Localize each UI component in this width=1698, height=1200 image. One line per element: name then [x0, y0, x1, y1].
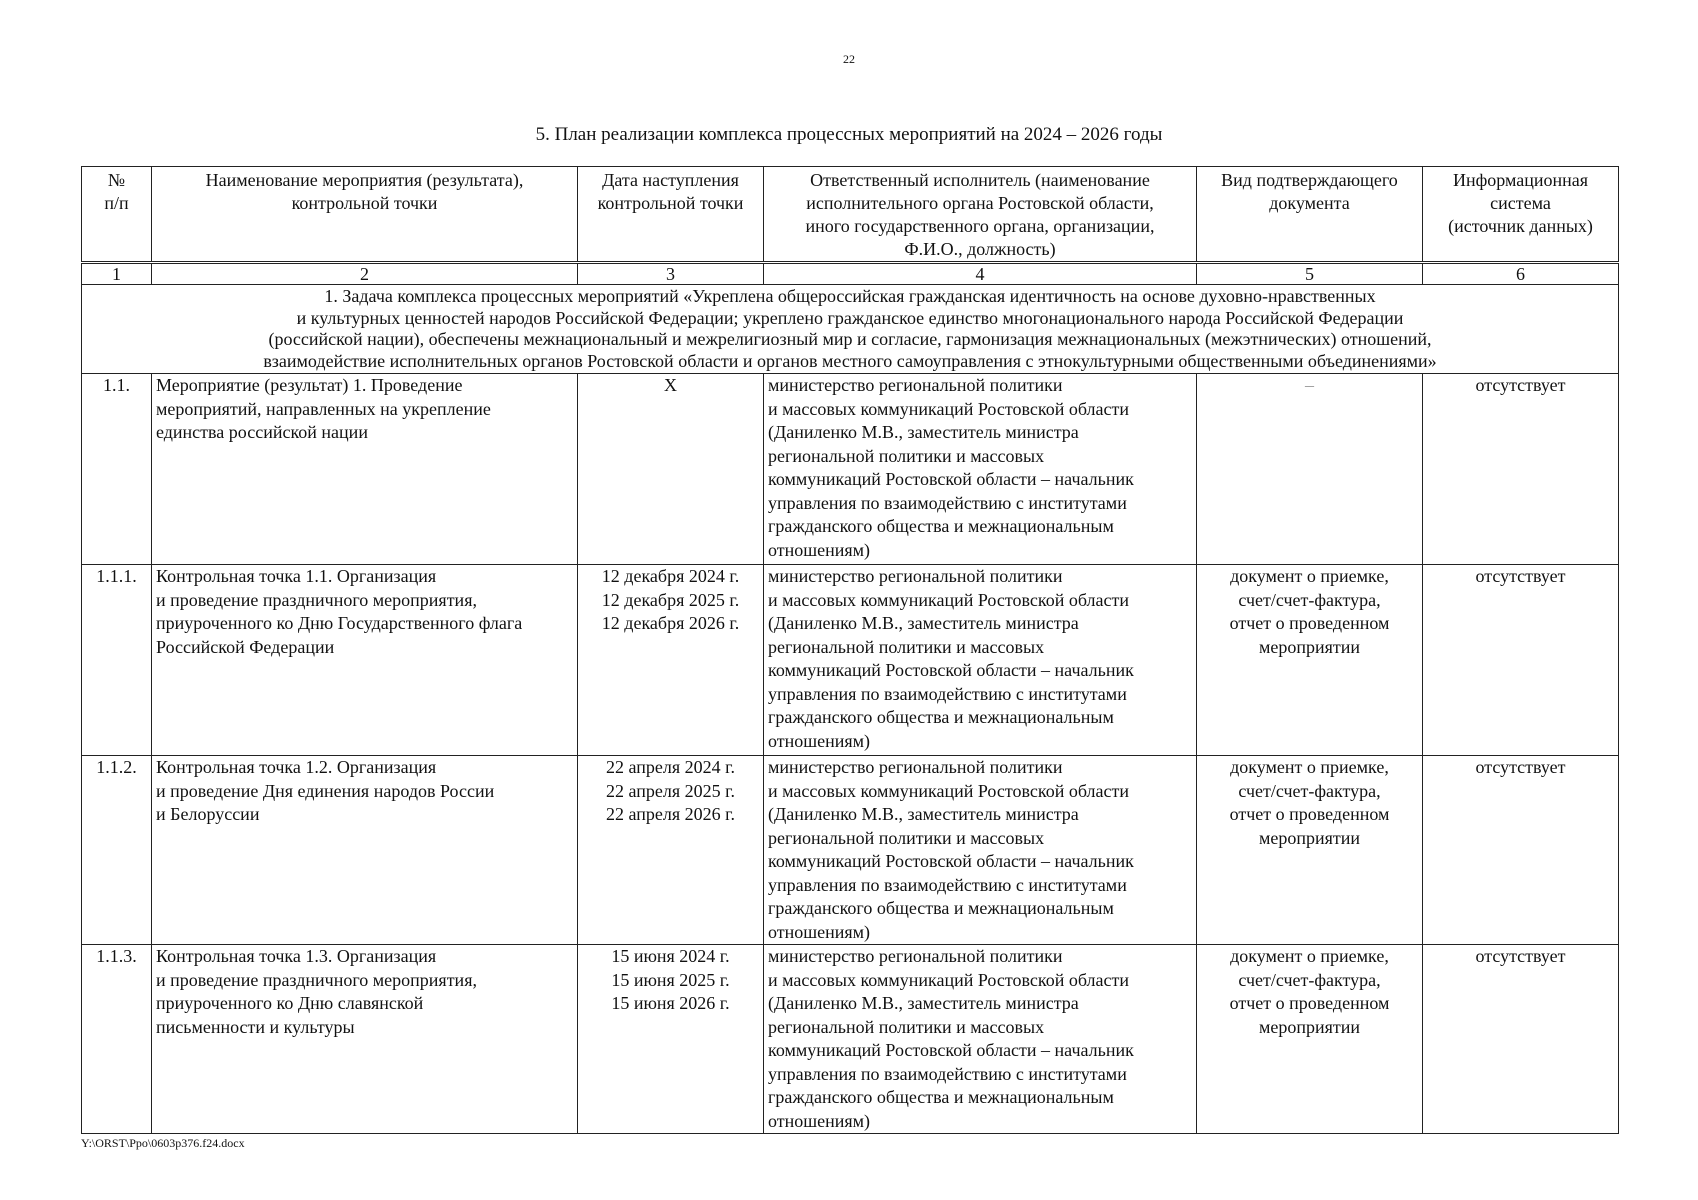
text-line: коммуникаций Ростовской области – начальник [768, 1040, 1134, 1060]
text-line: управления по взаимодействию с институтами [768, 1063, 1127, 1084]
responsible-executor [764, 374, 1197, 565]
text-line: единства российской нации [156, 422, 368, 442]
column-number: 5 [1197, 263, 1423, 285]
header-num [82, 167, 152, 263]
text-line: и Белоруссии [156, 804, 260, 824]
text-line: региональной политики и массовых [768, 445, 1045, 466]
text-line: отчет о проведенном [1229, 613, 1390, 633]
task-description [82, 285, 1619, 374]
text-line: (Даниленко М.В., заместитель министра [768, 422, 1079, 442]
text-line: и массовых коммуникаций Ростовской области [768, 589, 1130, 610]
row-number: 1.1.3. [82, 945, 152, 1134]
task-row [82, 285, 1619, 374]
responsible-executor [764, 756, 1197, 945]
text-line: управления по взаимодействию с институтами [768, 874, 1127, 895]
header-document [1197, 167, 1423, 263]
text-line: счет/счет-фактура, [1238, 589, 1381, 610]
info-system: отсутствует [1423, 945, 1619, 1134]
text-line: Мероприятие (результат) 1. Проведение [156, 375, 463, 395]
text-line: (Даниленко М.В., заместитель министра [768, 804, 1079, 824]
row-number: 1.1.1. [82, 565, 152, 756]
text-line: гражданского общества и межнациональным [768, 516, 1114, 536]
activity-name [152, 945, 578, 1134]
activity-name [152, 565, 578, 756]
table-row [82, 945, 1619, 1134]
text-line: Контрольная точка 1.3. Организация [156, 946, 437, 966]
control-date [578, 374, 764, 565]
text-line: документ о приемке, [1230, 757, 1389, 777]
text-line: письменности и культуры [156, 1016, 355, 1037]
text-line: отношениям) [768, 1110, 871, 1131]
text-line: Информационная [1452, 170, 1589, 190]
text-line: приуроченного ко Дню славянской [156, 993, 424, 1013]
text-line: и проведение праздничного мероприятия, [156, 589, 477, 610]
text-line: и проведение Дня единения народов России [156, 780, 495, 801]
text-line: мероприятии [1258, 827, 1361, 848]
table-row [82, 756, 1619, 945]
activity-name [152, 374, 578, 565]
plan-table [81, 166, 1619, 1134]
text-line: счет/счет-фактура, [1238, 969, 1381, 990]
table-row [82, 374, 1619, 565]
text-line: п/п [104, 193, 129, 213]
text-line: Ответственный исполнитель (наименование [810, 170, 1150, 190]
text-line: приуроченного ко Дню Государственного флага [156, 613, 523, 633]
text-line: 22 апреля 2024 г. [606, 757, 735, 777]
text-line: взаимодействие исполнительных органов Ростовской области и органов местного самоуправления с этнокультурными общественными объединениями» [263, 350, 1437, 371]
text-line: (источник данных) [1448, 216, 1593, 236]
info-system: отсутствует [1423, 374, 1619, 565]
column-number: 6 [1423, 263, 1619, 285]
text-line: Контрольная точка 1.1. Организация [156, 566, 437, 586]
column-number: 4 [764, 263, 1197, 285]
text-line: контрольной точки [597, 193, 744, 213]
text-line: Ф.И.О., должность) [904, 239, 1056, 259]
text-line: документа [1269, 193, 1350, 213]
column-numbers-row [82, 263, 1619, 285]
text-line: 12 декабря 2024 г. [601, 566, 740, 586]
text-line: коммуникаций Ростовской области – начальник [768, 851, 1134, 871]
text-line: мероприятии [1258, 1016, 1361, 1037]
text-line: и массовых коммуникаций Ростовской области [768, 398, 1130, 419]
section-title: 5. План реализации комплекса процессных мероприятий на 2024 – 2026 годы [535, 124, 1163, 145]
text-line: управления по взаимодействию с институтами [768, 683, 1127, 704]
text-line: министерство региональной политики [768, 946, 1063, 966]
text-line: отчет о проведенном [1229, 993, 1390, 1013]
column-number: 2 [152, 263, 578, 285]
header-responsible [764, 167, 1197, 263]
text-line: Дата наступления [602, 170, 739, 190]
text-line: документ о приемке, [1230, 566, 1389, 586]
text-line: гражданского общества и межнациональным [768, 707, 1114, 727]
text-line: региональной политики и массовых [768, 1016, 1045, 1037]
text-line: контрольной точки [291, 193, 438, 213]
text-line: исполнительного органа Ростовской области, [806, 193, 1154, 213]
responsible-executor [764, 945, 1197, 1134]
control-date [578, 756, 764, 945]
column-number: 1 [82, 263, 152, 285]
text-line: отношениям) [768, 539, 871, 560]
text-line: гражданского общества и межнациональным [768, 898, 1114, 918]
text-line: отношениям) [768, 921, 871, 942]
text-line: счет/счет-фактура, [1238, 780, 1381, 801]
text-line: мероприятий, направленных на укрепление [156, 398, 491, 419]
text-line: 15 июня 2024 г. [611, 946, 730, 966]
text-line: 22 апреля 2026 г. [606, 804, 735, 824]
table-row [82, 565, 1619, 756]
text-line: и массовых коммуникаций Ростовской области [768, 969, 1130, 990]
text-line: 12 декабря 2025 г. [601, 589, 740, 610]
text-line: система [1490, 193, 1551, 213]
text-line: документ о приемке, [1230, 946, 1389, 966]
column-number: 3 [578, 263, 764, 285]
info-system: отсутствует [1423, 565, 1619, 756]
header-date [578, 167, 764, 263]
header-info-system [1423, 167, 1619, 263]
text-line: министерство региональной политики [768, 375, 1063, 395]
text-line: – [1305, 375, 1314, 395]
text-line: 15 июня 2025 г. [611, 969, 730, 990]
info-system: отсутствует [1423, 756, 1619, 945]
confirming-document [1197, 565, 1423, 756]
text-line: иного государственного органа, организации, [805, 216, 1155, 236]
text-line: министерство региональной политики [768, 757, 1063, 777]
responsible-executor [764, 565, 1197, 756]
text-line: (Даниленко М.В., заместитель министра [768, 993, 1079, 1013]
text-line: гражданского общества и межнациональным [768, 1087, 1114, 1107]
text-line: 22 апреля 2025 г. [606, 780, 735, 801]
text-line: и культурных ценностей народов Российской Федерации; укреплено гражданское единство многонационального народа Российской Федерации [296, 307, 1404, 328]
text-line: коммуникаций Ростовской области – начальник [768, 660, 1134, 680]
file-path-footer: Y:\ORST\Ppo\0603p376.f24.docx [81, 1136, 245, 1150]
row-number: 1.1. [82, 374, 152, 565]
text-line: и массовых коммуникаций Ростовской области [768, 780, 1130, 801]
text-line: министерство региональной политики [768, 566, 1063, 586]
text-line: управления по взаимодействию с институтами [768, 492, 1127, 513]
table-header-row [82, 167, 1619, 263]
row-number: 1.1.2. [82, 756, 152, 945]
text-line: X [664, 375, 677, 395]
text-line: Контрольная точка 1.2. Организация [156, 757, 437, 777]
confirming-document [1197, 374, 1423, 565]
text-line: отчет о проведенном [1229, 804, 1390, 824]
confirming-document [1197, 756, 1423, 945]
text-line: (Даниленко М.В., заместитель министра [768, 613, 1079, 633]
control-date [578, 945, 764, 1134]
header-name [152, 167, 578, 263]
text-line: Наименование мероприятия (результата), [205, 170, 524, 190]
text-line: 15 июня 2026 г. [611, 993, 730, 1013]
text-line: 12 декабря 2026 г. [601, 613, 740, 633]
text-line: мероприятии [1258, 636, 1361, 657]
confirming-document [1197, 945, 1423, 1134]
control-date [578, 565, 764, 756]
text-line: (российской нации), обеспечены межнациональный и межрелигиозный мир и согласие, гармонизация межнациональных (межэтнических) отношений, [268, 329, 1432, 349]
text-line: региональной политики и массовых [768, 827, 1045, 848]
text-line: и проведение праздничного мероприятия, [156, 969, 477, 990]
text-line: Вид подтверждающего [1221, 170, 1398, 190]
activity-name [152, 756, 578, 945]
text-line: 1. Задача комплекса процессных мероприятий «Укреплена общероссийская гражданская идентичность на основе духовно-нравственных [324, 286, 1376, 306]
text-line: № [107, 170, 126, 190]
text-line: отношениям) [768, 730, 871, 751]
page-number: 22 [843, 52, 855, 66]
text-line: коммуникаций Ростовской области – начальник [768, 469, 1134, 489]
text-line: Российской Федерации [156, 636, 335, 657]
text-line: региональной политики и массовых [768, 636, 1045, 657]
